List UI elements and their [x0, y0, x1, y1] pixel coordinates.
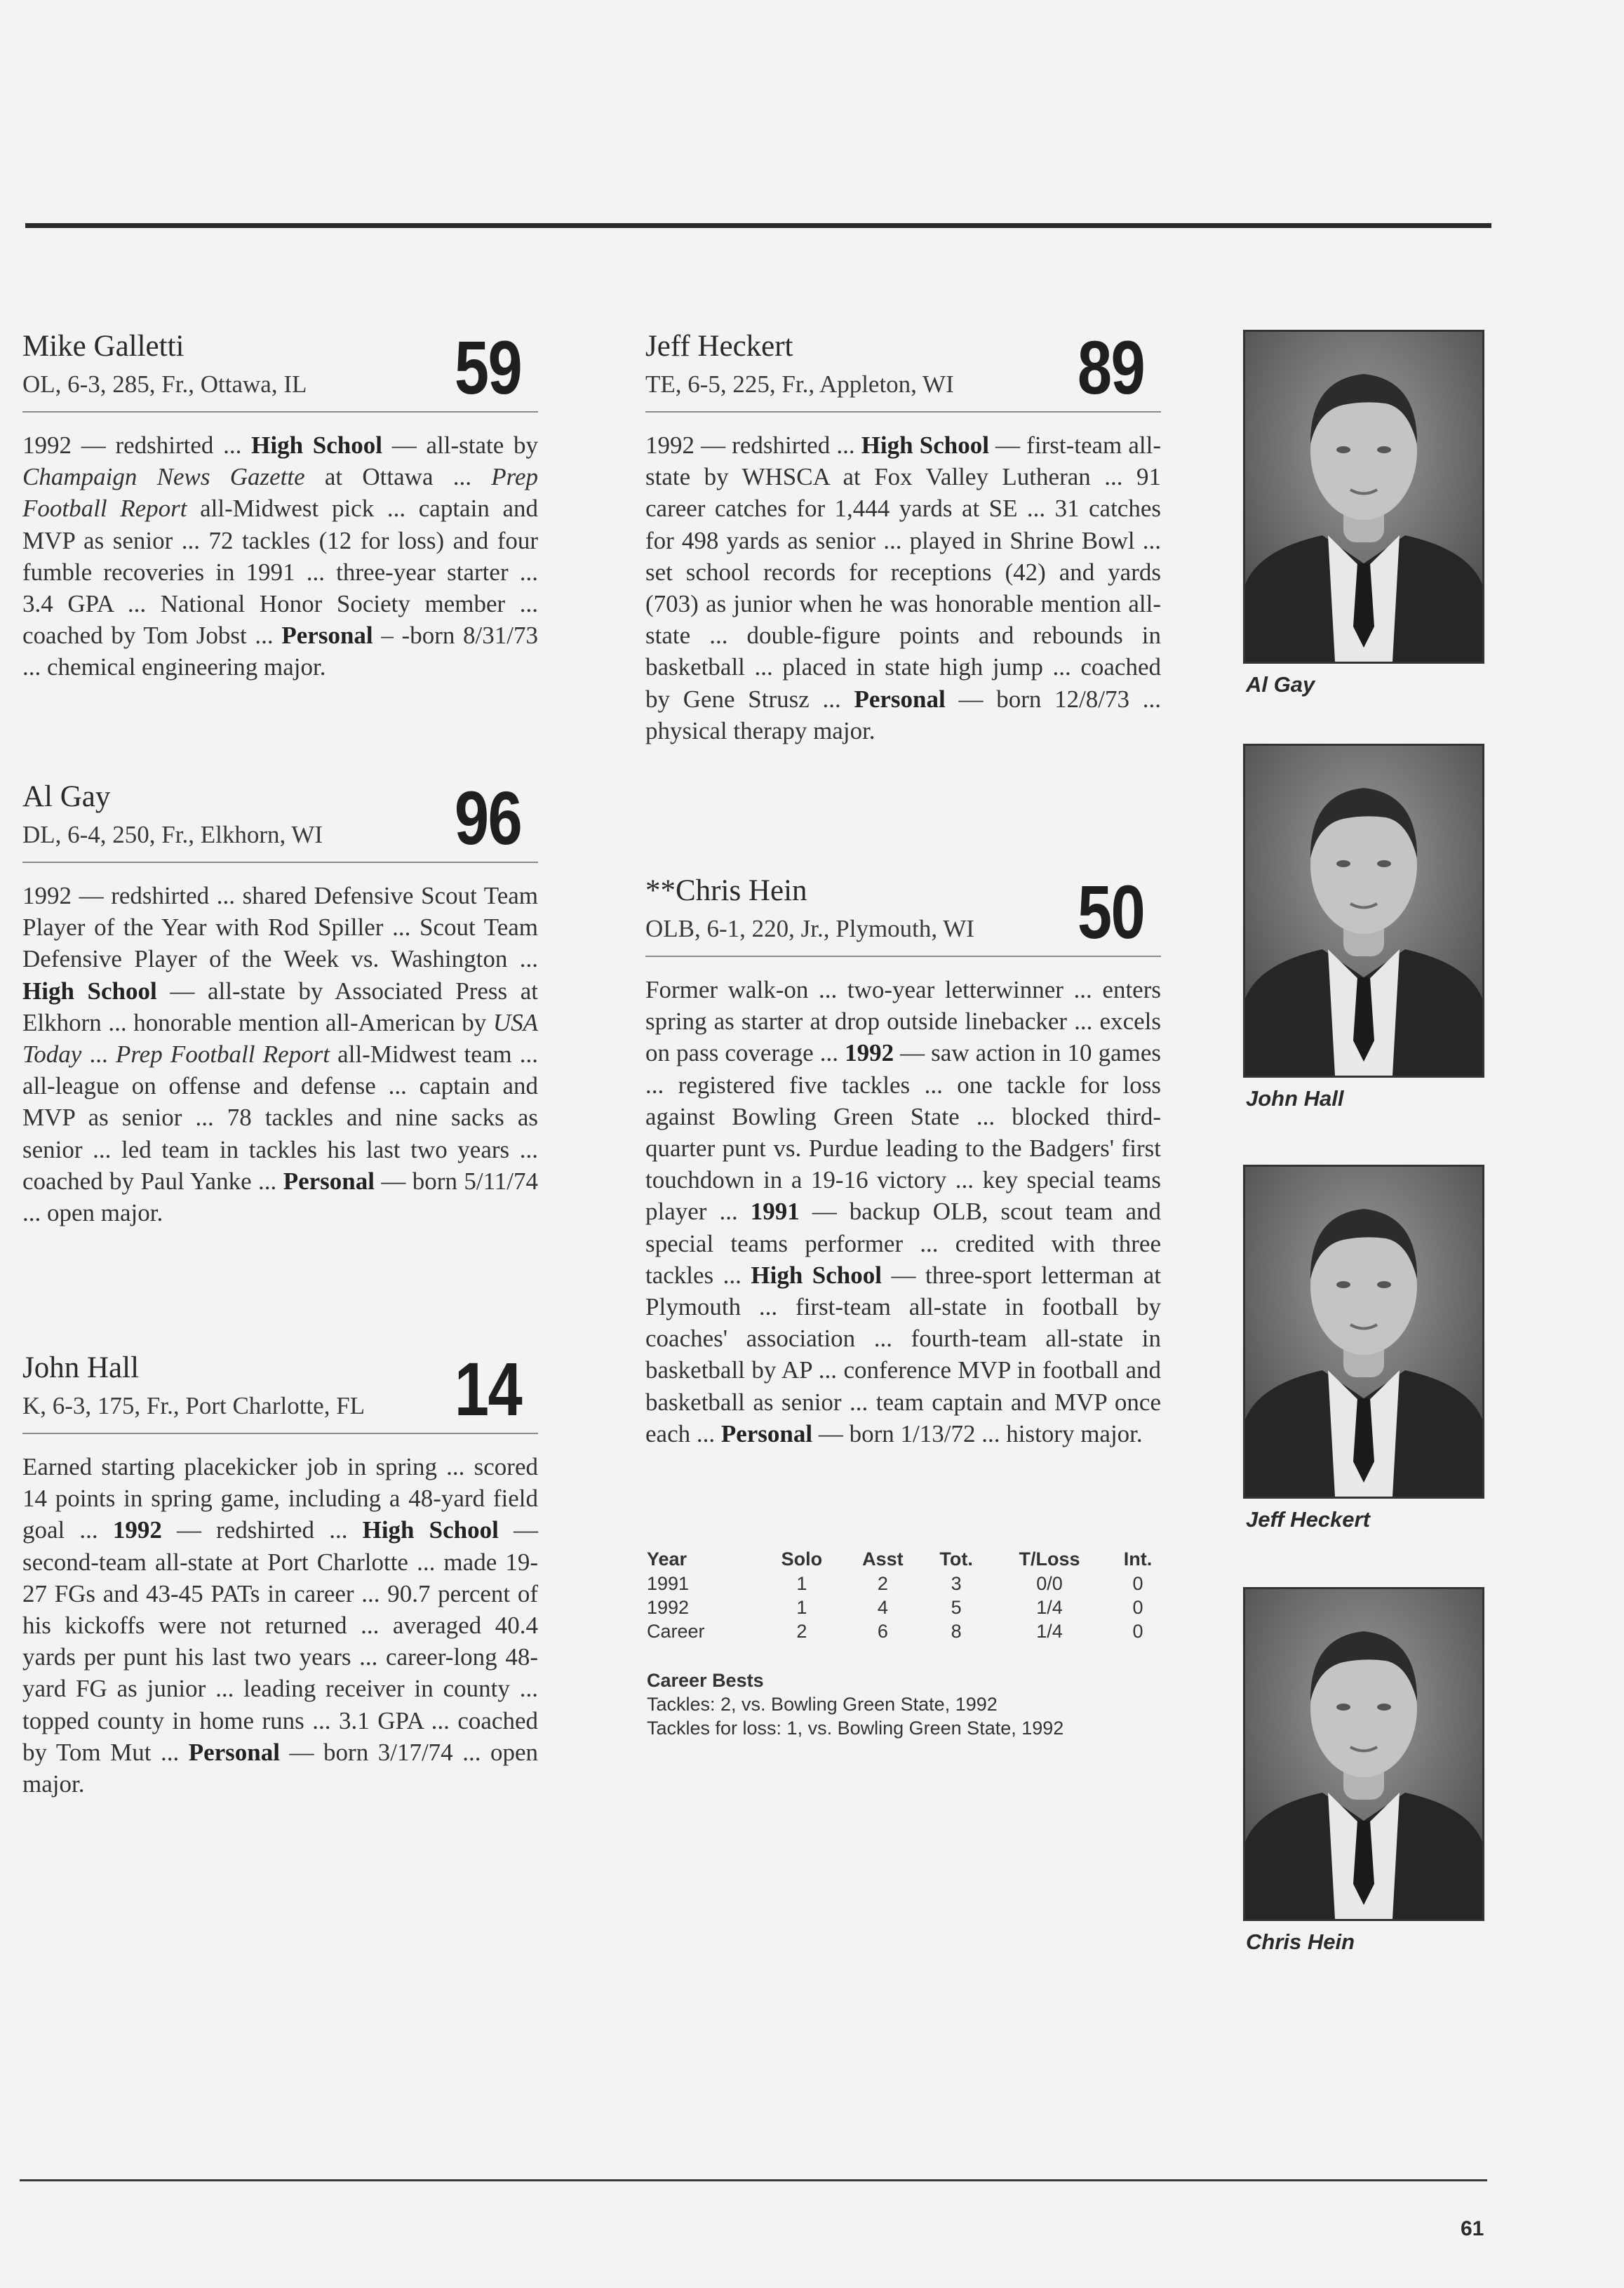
table-row	[647, 1572, 1166, 1595]
player-bio: 1992 — redshirted ... shared Defensive Scout Team Player of the Year with Rod Spiller ... Scout Team Defensive Player of the Week vs. Washington ... High School — all-state by Associated Press at Elkhorn ... honorable mention all-American by USA Today ... Prep Football Report all-Midwest team ... all-league on offense and defense ... captain and MVP as senior ... 78 tackles and nine sacks as senior ... led team in tackles his last two years ... coached by Paul Yanke ... Personal — born 5/11/74 ... open major.	[22, 882, 539, 1227]
top-rule	[25, 223, 1491, 228]
table-row	[647, 1595, 1166, 1619]
stats-cell: 1/4	[1036, 1596, 1063, 1618]
jersey-number: 14	[454, 1346, 521, 1431]
player-info: K, 6-3, 175, Fr., Port Charlotte, FL	[22, 1392, 365, 1419]
stats-cell: 3	[951, 1572, 962, 1594]
stats-header: Tot.	[939, 1548, 973, 1570]
stats-cell: 1	[796, 1572, 807, 1594]
photo-caption: Al Gay	[1246, 672, 1315, 697]
bottom-rule	[20, 2179, 1487, 2181]
jersey-number: 59	[454, 325, 521, 410]
player-name: Mike Galletti	[22, 330, 184, 363]
player-info: OLB, 6-1, 220, Jr., Plymouth, WI	[645, 915, 974, 942]
player-header	[645, 869, 1161, 957]
stats-header: T/Loss	[1019, 1548, 1080, 1570]
player-bio: 1992 — redshirted ... High School — all-state by Champaign News Gazette at Ottawa ... Prep Football Report all-Midwest pick ... captain and MVP as senior ... 72 tackles (12 for loss) and four fumble recoveries in 1991 ... three-year starter ... 3.4 GPA ... National Honor Society member ... coached by Tom Jobst ... Personal – -born 8/31/73 ... chemical engineering major.	[22, 431, 539, 681]
player-info: DL, 6-4, 250, Fr., Elkhorn, WI	[22, 821, 323, 848]
stats-cell: 2	[796, 1620, 807, 1642]
player-headshot-icon	[1243, 744, 1484, 1078]
career-bests-title: Career Bests	[647, 1670, 764, 1691]
player-name: **Chris Hein	[645, 874, 807, 907]
stats-cell: 0	[1132, 1596, 1143, 1618]
stats-table	[647, 1546, 1166, 1643]
stats-cell: 0/0	[1036, 1572, 1063, 1594]
player-name: Jeff Heckert	[645, 330, 793, 363]
stats-cell: Career	[647, 1620, 705, 1642]
stats-cell: 1992	[647, 1596, 690, 1618]
player-heckert	[645, 325, 1161, 747]
stats-header: Year	[647, 1548, 687, 1570]
stats-header: Int.	[1123, 1548, 1153, 1570]
player-hall	[22, 1346, 539, 1800]
player-header	[22, 775, 538, 863]
jersey-number: 89	[1077, 325, 1144, 410]
player-bio: Earned starting placekicker job in spring ... scored 14 points in spring game, including a 48-yard field goal ... 1992 — redshirted ... High School — second-team all-state at Port Charlotte ... made 19-27 FGs and 43-45 PATs in career ... 90.7 percent of his kickoffs were not returned ... averaged 40.4 yards per punt his last two years ... career-long 48-yard FG as junior ... leading receiver in county ... topped county in home runs ... 3.1 GPA ... coached by Tom Mut ... Personal — born 3/17/74 ... open major.	[22, 1453, 539, 1798]
player-name: John Hall	[22, 1351, 140, 1384]
page-number: 61	[1461, 2217, 1484, 2240]
player-headshot-icon	[1243, 1587, 1484, 1921]
table-row	[647, 1619, 1166, 1643]
stats-header-row	[647, 1546, 1166, 1572]
career-best-line: Tackles: 2, vs. Bowling Green State, 1992	[647, 1694, 998, 1715]
player-header	[645, 325, 1161, 413]
player-bio: 1992 — redshirted ... High School — first-team all-state by WHSCA at Fox Valley Lutheran ... 91 career catches for 1,444 yards at SE ... 31 catches for 498 yards as senior ... played in Shrine Bowl ... set school records for receptions (42) and yards (703) as junior when he was honorable mention all-state ... double-figure points and rebounds in basketball ... placed in state high jump ... coached by Gene Strusz ... Personal — born 12/8/73 ... physical therapy major.	[645, 431, 1161, 744]
player-info: OL, 6-3, 285, Fr., Ottawa, IL	[22, 370, 307, 398]
player-bio: Former walk-on ... two-year letterwinner ... enters spring as starter at drop outside linebacker ... excels on pass coverage ... 1992 — saw action in 10 games ... registered five tackles ... one tackle for loss against Bowling Green State ... blocked third-quarter punt vs. Purdue leading to the Badgers' first touchdown in a 19-16 victory ... key special teams player ... 1991 — backup OLB, scout team and special teams performer ... credited with three tackles ... High School — three-sport letterman at Plymouth ... first-team all-state in football by coaches' association ... fourth-team all-state in basketball by AP ... conference MVP in football and basketball as senior ... team captain and MVP once each ... Personal — born 1/13/72 ... history major.	[645, 976, 1161, 1447]
stats-cell: 1/4	[1036, 1620, 1063, 1642]
stats-cell: 5	[951, 1596, 962, 1618]
player-headshot-icon	[1243, 330, 1484, 664]
player-name: Al Gay	[22, 780, 111, 813]
player-info: TE, 6-5, 225, Fr., Appleton, WI	[645, 370, 954, 398]
career-best-line: Tackles for loss: 1, vs. Bowling Green State, 1992	[647, 1718, 1064, 1739]
stats-cell: 6	[877, 1620, 888, 1642]
stats-cell: 0	[1132, 1620, 1143, 1642]
stats-cell: 8	[951, 1620, 962, 1642]
player-galletti	[22, 325, 539, 683]
player-gay	[22, 775, 539, 1229]
player-headshot-icon	[1243, 1165, 1484, 1499]
photo-caption: John Hall	[1246, 1086, 1344, 1111]
stats-cell: 0	[1132, 1572, 1143, 1594]
jersey-number: 96	[454, 775, 521, 860]
player-header	[22, 1346, 538, 1434]
player-header	[22, 325, 538, 413]
player-hein	[645, 869, 1161, 1450]
stats-cell: 2	[877, 1572, 888, 1594]
career-bests	[647, 1668, 1063, 1740]
photo-caption: Chris Hein	[1246, 1929, 1355, 1954]
stats-cell: 4	[877, 1596, 888, 1618]
stats-cell: 1	[796, 1596, 807, 1618]
photo-caption: Jeff Heckert	[1246, 1507, 1370, 1532]
stats-header: Asst	[862, 1548, 904, 1570]
stats-cell: 1991	[647, 1572, 690, 1594]
stats-header: Solo	[781, 1548, 823, 1570]
jersey-number: 50	[1077, 869, 1144, 954]
